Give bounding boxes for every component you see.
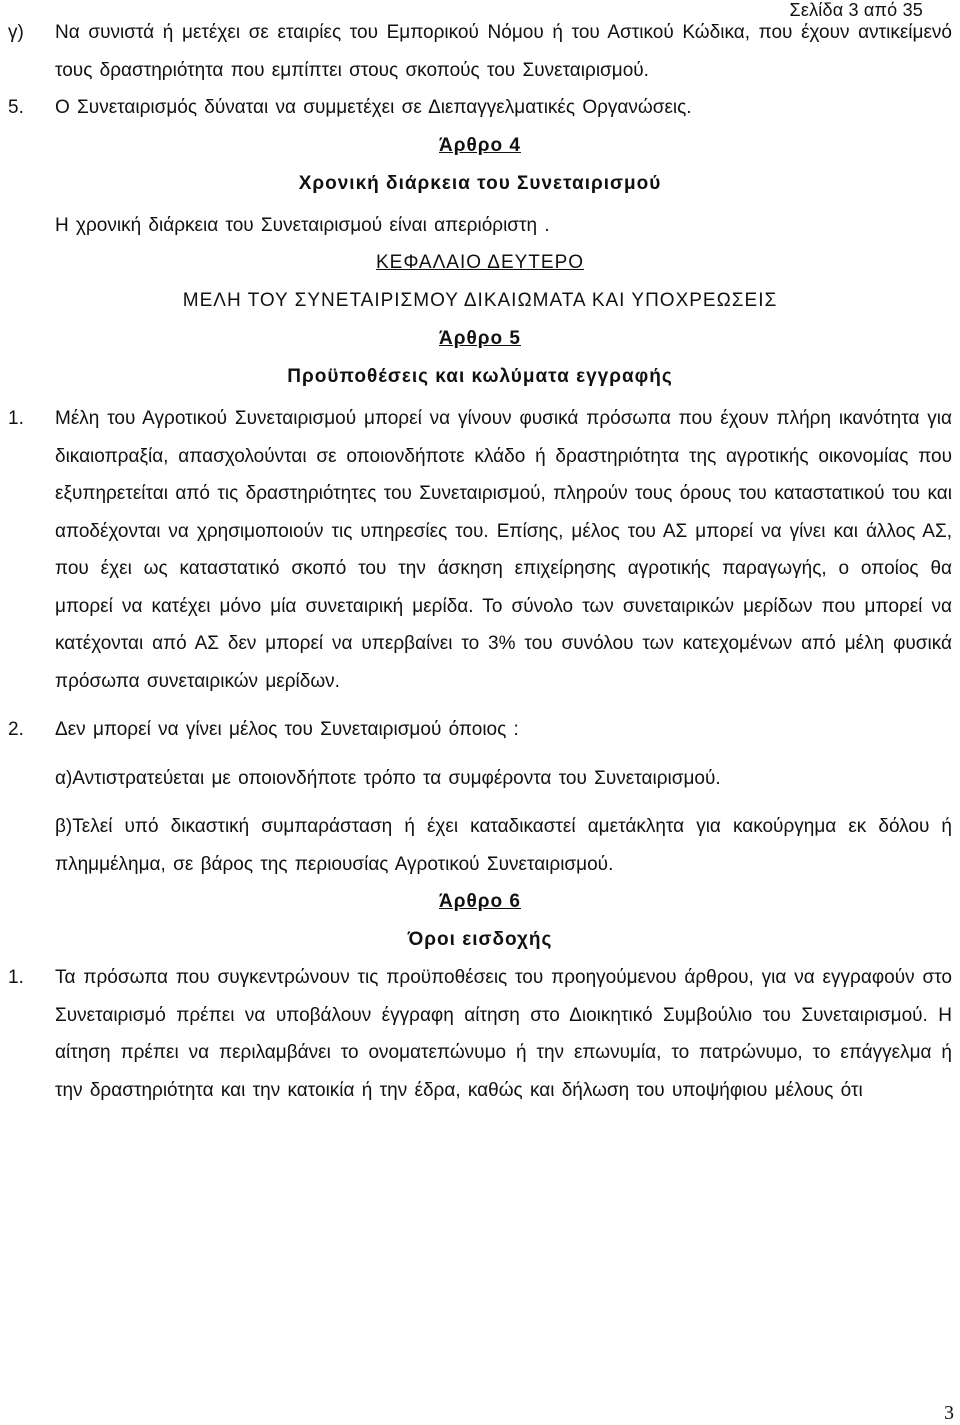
chapter-title: ΜΕΛΗ ΤΟΥ ΣΥΝΕΤΑΙΡΙΣΜΟΥ ΔΙΚΑΙΩΜΑΤΑ ΚΑΙ ΥΠΟΧΡΕΩΣΕΙΣ xyxy=(182,290,778,311)
article-4-title: Χρονική διάρκεια του Συνεταιρισμού xyxy=(298,172,662,194)
clause-number: γ) xyxy=(8,22,24,43)
document-body xyxy=(8,14,952,1109)
article-4-heading: Άρθρο 4 xyxy=(439,134,521,156)
article-6-heading: Άρθρο 6 xyxy=(439,891,521,912)
clause-b: β)Τελεί υπό δικαστική συμπαράσταση ή έχει καταδικαστεί αμετάκλητα για κακούργημα εκ δόλου ή πλημμέλημα, σε βάρος της περιουσίας Αγροτικού Συνεταιρισμού. xyxy=(55,816,952,875)
article-4-text: Η χρονική διάρκεια του Συνεταιρισμού είναι απεριόριστη . xyxy=(55,214,550,236)
article-5-paragraph-1 xyxy=(8,400,952,700)
article-5-heading: Άρθρο 5 xyxy=(439,328,521,349)
article-6-title: Όροι εισδοχής xyxy=(407,929,553,950)
paragraph-number: 1. xyxy=(8,967,24,988)
clause-text: Να συνιστά ή μετέχει σε εταιρίες του Εμπορικού Νόμου ή του Αστικού Κώδικα, που έχουν αντικείμενό τους δραστηριότητα που εμπίπτει στους σκοπούς του Συνεταιρισμού. xyxy=(55,22,952,81)
paragraph-text: Τα πρόσωπα που συγκεντρώνουν τις προϋποθέσεις του προηγούμενου άρθρου, για να εγγραφούν στο Συνεταιρισμό πρέπει να υποβάλουν έγγραφη αίτηση στο Διοικητικό Συμβούλιο του Συνεταιρισμού. Η αίτηση πρέπει να περιλαμβάνει το ονοματεπώνυμο ή την επωνυμία, το πατρώνυμο, το επάγγελμα ή την δραστηριότητα και την κατοικία ή την έδρα, καθώς και δήλωση του υποψήφιου μέλους ότι xyxy=(55,967,952,1101)
paragraph-text: Μέλη του Αγροτικού Συνεταιρισμού μπορεί να γίνουν φυσικά πρόσωπα που έχουν πλήρη ικανότητα για δικαιοπραξία, απασχολούνται σε οποιονδήποτε κλάδο ή δραστηριότητα της αγροτικής οικονομίας που εξυπηρετείται από τις δραστηριότητες του Συνεταιρισμού, πληρούν τους όρους του καταστατικού του και αποδέχονται να χρησιμοποιούν τις υπηρεσίες του. Επίσης, μέλος του ΑΣ μπορεί να γίνει και άλλος ΑΣ, που έχει ως καταστατικό σκοπό του την άσκηση επιχείρησης αγροτικής παραγωγής, ο οποίος θα μπορεί να κατέχει μόνο μία συνεταιρική μερίδα. Το σύνολο των συνεταιρικών μερίδων που μπορεί να κατέχονται από ΑΣ δεν μπορεί να υπερβαίνει το 3% του συνόλου των κατεχομένων από μέλη φυσικά πρόσωπα συνεταιρικών μερίδων. xyxy=(55,408,952,692)
page-number: 3 xyxy=(944,1402,954,1424)
paragraph-text: Δεν μπορεί να γίνει μέλος του Συνεταιρισμού όποιος : xyxy=(55,719,519,740)
article-5-paragraph-2 xyxy=(8,711,952,749)
paragraph-number: 5. xyxy=(8,97,24,118)
clause-g xyxy=(8,14,952,89)
paragraph-number: 1. xyxy=(8,408,24,429)
page-indicator: Σελίδα 3 από 35 xyxy=(789,0,923,20)
clause-a: α)Αντιστρατεύεται με οποιονδήποτε τρόπο τα συμφέροντα του Συνεταιρισμού. xyxy=(55,767,721,789)
paragraph-5 xyxy=(8,89,952,127)
paragraph-number: 2. xyxy=(8,719,24,740)
article-6-paragraph-1 xyxy=(8,959,952,1109)
chapter-heading: ΚΕΦΑΛΑΙΟ ΔΕΥΤΕΡΟ xyxy=(375,252,585,273)
article-5-title: Προϋποθέσεις και κωλύματα εγγραφής xyxy=(287,366,673,387)
paragraph-text: Ο Συνεταιρισμός δύναται να συμμετέχει σε Διεπαγγελματικές Οργανώσεις. xyxy=(55,97,692,118)
